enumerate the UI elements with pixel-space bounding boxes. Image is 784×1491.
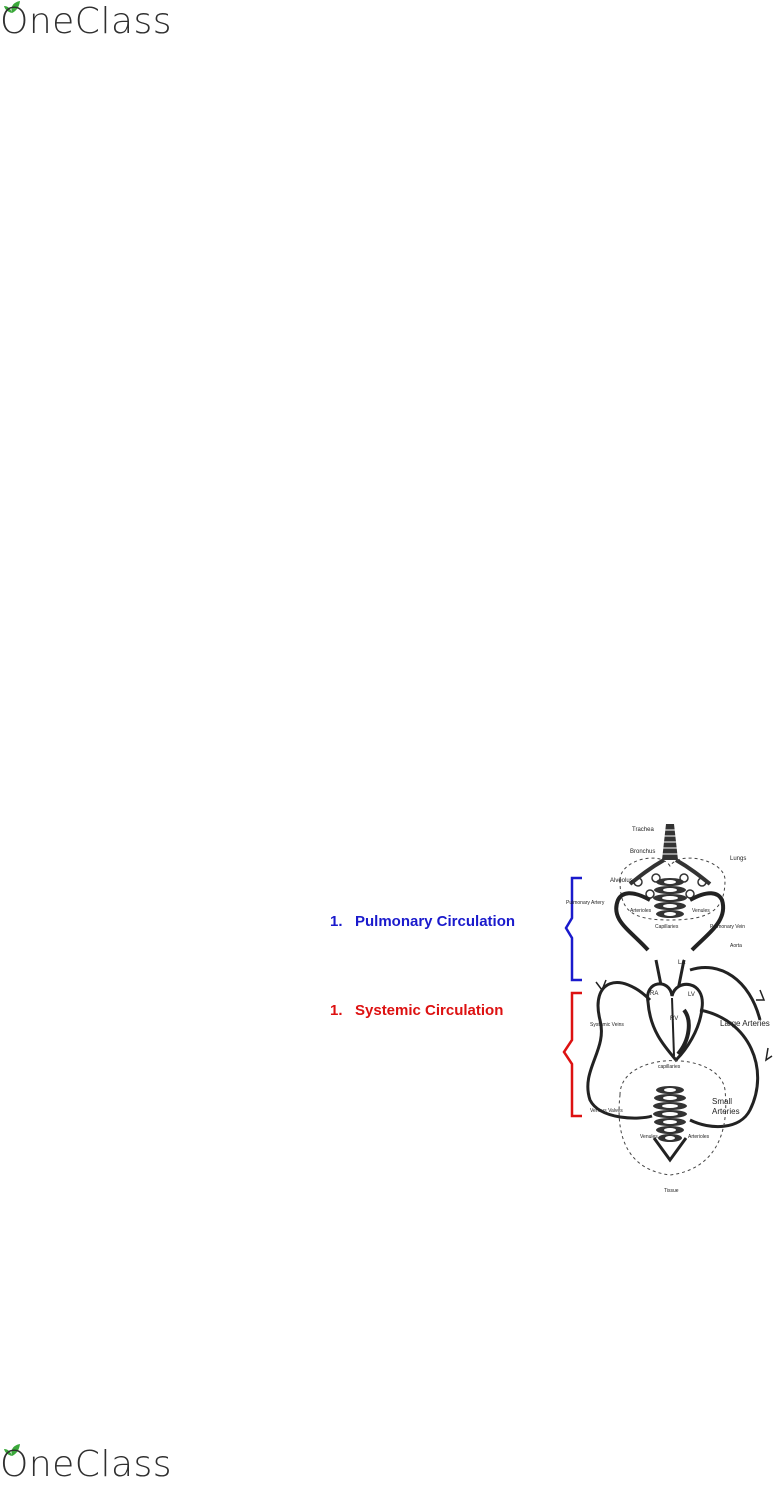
label-large-arteries: Large Arteries [720,1019,770,1028]
label-lungs: Lungs [730,856,747,862]
label-venous-valves: Venous Valves [590,1108,623,1114]
label-bronchus: Bronchus [630,849,656,855]
label-arterioles-bottom: Arterioles [688,1134,710,1140]
logo-wordmark: OneClass [0,1,173,42]
oneclass-logo-top [0,0,190,48]
list-number: 1. [330,1002,343,1019]
label-small-arteries-1: Small [712,1097,733,1106]
pulmonary-brace [566,878,582,980]
label-venules-bottom: Venules [640,1134,658,1140]
label-aorta: Aorta [730,943,742,949]
label-lv: LV [688,992,695,998]
systemic-brace [564,993,582,1116]
label-capillaries-top: Capillaries [655,924,679,930]
label-rv: RV [670,1016,679,1022]
label-arterioles-top: Arterioles [630,908,652,914]
label-pulmonary-vein: Pulmonary Vein [710,924,746,930]
logo-wordmark: OneClass [0,1444,173,1485]
label-alveolus: Alveolus [610,878,633,884]
label-text: Systemic Circulation [355,1002,504,1019]
label-small-arteries-2: Arteries [712,1107,740,1116]
label-systemic-veins: Systemic Veins [590,1022,624,1028]
label-venules-top: Venules [692,908,710,914]
pulmonary-circulation-label [330,913,515,930]
oneclass-logo-bottom [0,1443,190,1491]
circulation-diagram [560,820,784,1200]
label-capillaries-bottom: capillaries [658,1064,681,1070]
label-text: Pulmonary Circulation [355,913,516,930]
label-la: LA [678,960,686,966]
label-trachea: Trachea [632,827,654,833]
list-number: 1. [330,913,343,930]
label-tissue: Tissue [664,1188,679,1194]
label-pulmonary-artery: Pulmonary Artery [566,900,605,906]
label-ra: RA [650,991,659,997]
systemic-circulation-label [330,1002,503,1019]
